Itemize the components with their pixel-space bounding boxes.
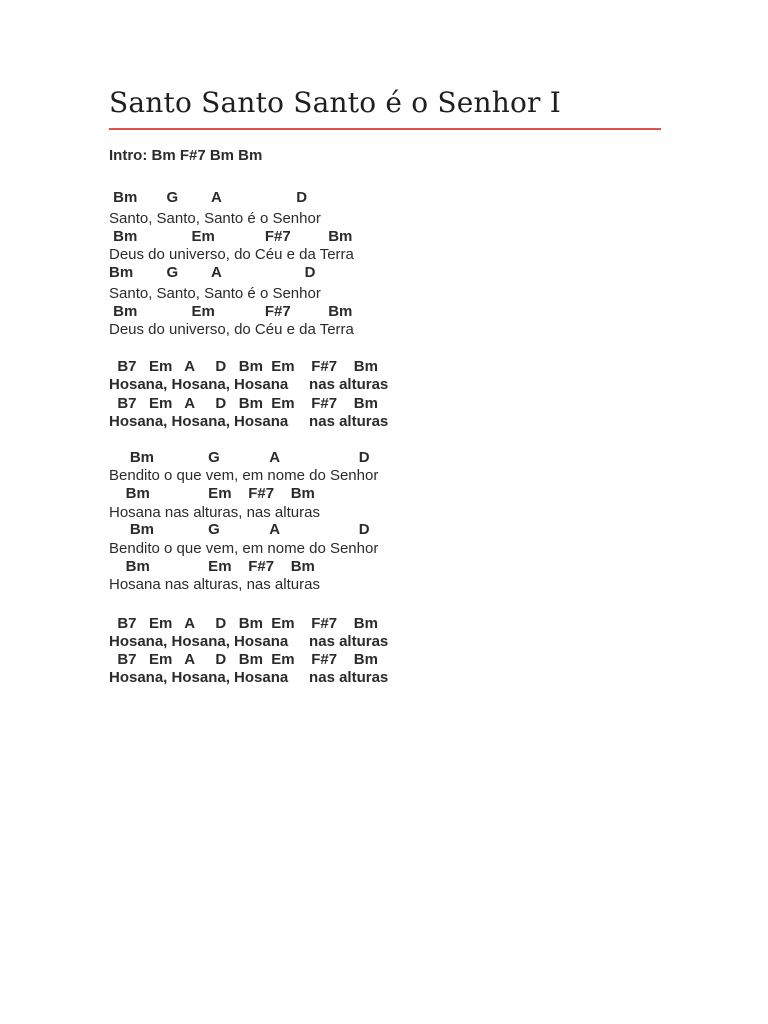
lyric-line: Deus do universo, do Céu e da Terra <box>109 246 354 263</box>
lyric-line: Bendito o que vem, em nome do Senhor <box>109 467 379 484</box>
chord-line: B7 Em A D Bm Em F#7 Bm <box>109 358 378 375</box>
lyric-line: Santo, Santo, Santo é o Senhor <box>109 210 321 227</box>
intro-line: Intro: Bm F#7 Bm Bm <box>109 147 263 164</box>
lyric-line: Bendito o que vem, em nome do Senhor <box>109 540 379 557</box>
chord-line: Bm G A D <box>109 264 316 281</box>
page-title: Santo Santo Santo é o Senhor I <box>109 86 562 119</box>
chord-line: Bm Em F#7 Bm <box>109 558 315 575</box>
chorus-line: Hosana, Hosana, Hosana nas alturas <box>109 376 389 393</box>
chorus-line: Hosana, Hosana, Hosana nas alturas <box>109 413 389 430</box>
chord-line: Bm Em F#7 Bm <box>109 485 315 502</box>
lyric-line: Deus do universo, do Céu e da Terra <box>109 321 354 338</box>
lyric-line: Santo, Santo, Santo é o Senhor <box>109 285 321 302</box>
chord-line: B7 Em A D Bm Em F#7 Bm <box>109 395 378 412</box>
chord-line: B7 Em A D Bm Em F#7 Bm <box>109 651 378 668</box>
chord-line: Bm G A D <box>109 521 370 538</box>
chord-line: Bm G A D <box>109 449 370 466</box>
chord-line: Bm G A D <box>109 189 308 206</box>
chorus-line: Hosana, Hosana, Hosana nas alturas <box>109 669 389 686</box>
chord-line: B7 Em A D Bm Em F#7 Bm <box>109 615 378 632</box>
chord-line: Bm Em F#7 Bm <box>109 303 353 320</box>
chorus-line: Hosana, Hosana, Hosana nas alturas <box>109 633 389 650</box>
chord-line: Bm Em F#7 Bm <box>109 228 353 245</box>
lyric-line: Hosana nas alturas, nas alturas <box>109 576 320 593</box>
title-underline <box>109 128 661 130</box>
lyric-line: Hosana nas alturas, nas alturas <box>109 504 320 521</box>
